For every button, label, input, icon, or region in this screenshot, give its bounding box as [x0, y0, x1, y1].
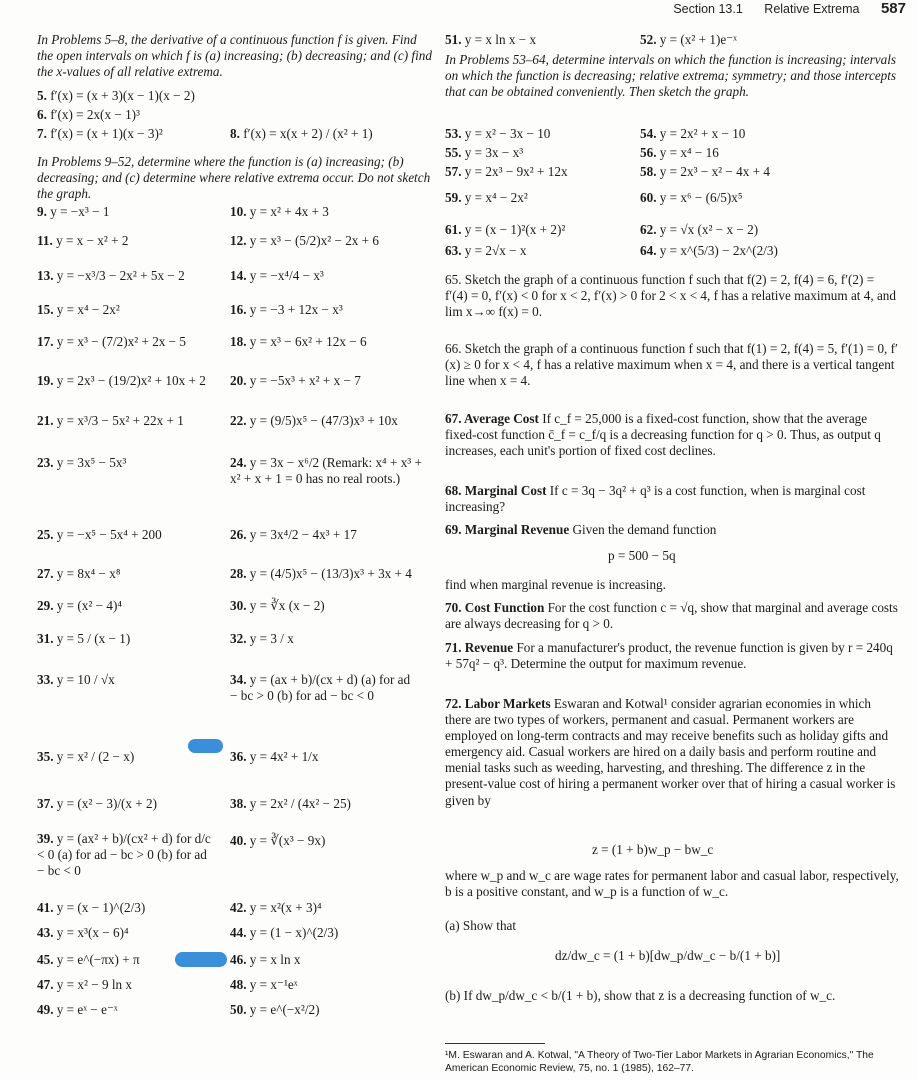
problem-64: 64. y = x^(5/3) − 2x^(2/3): [640, 243, 778, 258]
problem-number: 27.: [37, 566, 57, 581]
problem-43: 43. y = x³(x − 6)⁴: [37, 925, 129, 940]
problem-60: 60. y = x⁶ − (6/5)x⁵: [640, 190, 743, 205]
problem-58: 58. y = 2x³ − x² − 4x + 4: [640, 164, 770, 179]
problem-number: 9.: [37, 204, 51, 219]
problem-72-where: where w_p and w_c are wage rates for permanent labor and casual labor, respectively, b is a positive constant, and w_p is a function of w_c.: [445, 868, 899, 900]
problem-number: 47.: [37, 977, 57, 992]
problem-49: 49. y = eˣ − e⁻ˣ: [37, 1002, 118, 1017]
problem-69-tail: find when marginal revenue is increasing.: [445, 577, 666, 592]
problem-47: 47. y = x² − 9 ln x: [37, 977, 133, 992]
problem-27: 27. y = 8x⁴ − x⁸: [37, 566, 121, 581]
problem-number: 55.: [445, 145, 465, 160]
problem-28: 28. y = (4/5)x⁵ − (13/3)x³ + 3x + 4: [230, 566, 412, 581]
problem-number: 25.: [37, 527, 57, 542]
problem-68-text: If c = 3q − 3q² + q³ is a cost function, when is marginal cost increasing?: [445, 483, 866, 515]
problem-72-part-b: (b) If dw_p/dw_c < b/(1 + b), show that z is a decreasing function of w_c.: [445, 988, 836, 1003]
problem-number: 46.: [230, 952, 250, 967]
problem-number: 12.: [230, 233, 250, 248]
problem-number: 40.: [230, 833, 250, 848]
problem-11: 11. y = x − x² + 2: [37, 233, 129, 248]
problem-72-part-a-equation: dz/dw_c = (1 + b)[dw_p/dw_c − b/(1 + b)]: [555, 948, 781, 963]
page-number: 587: [880, 0, 906, 17]
problem-number: 8.: [230, 126, 244, 141]
problem-69-title: 69. Marginal Revenue: [445, 522, 570, 537]
problem-30: 30. y = ∛x (x − 2): [230, 598, 325, 613]
problem-number: 34.: [230, 672, 250, 687]
problem-number: 37.: [37, 796, 57, 811]
problem-7: 7. f′(x) = (x + 1)(x − 3)²: [37, 126, 163, 141]
problem-number: 26.: [230, 527, 250, 542]
problem-18: 18. y = x³ − 6x² + 12x − 6: [230, 334, 367, 349]
problem-71-text: For a manufacturer's product, the revenue function is given by r = 240q + 57q² − q³. Determine the output for maximum revenue.: [445, 640, 893, 672]
problem-67: [445, 411, 900, 459]
problem-69-equation: p = 500 − 5q: [608, 548, 676, 563]
intro-problems-9-52: In Problems 9–52, determine where the function is (a) increasing; (b) decreasing; and (c) determine where relative extrema occur. Do not sketch the graph.: [37, 154, 431, 202]
problem-9: 9. y = −x³ − 1: [37, 204, 110, 219]
problem-71-title: 71. Revenue: [445, 640, 514, 655]
problem-54: 54. y = 2x² + x − 10: [640, 126, 746, 141]
problem-69: [445, 522, 900, 538]
problem-number: 42.: [230, 900, 250, 915]
problem-6: 6. f′(x) = 2x(x − 1)³: [37, 107, 141, 122]
problem-number: 41.: [37, 900, 57, 915]
problem-65: 65. Sketch the graph of a continuous function f such that f(2) = 2, f(4) = 6, f′(2) = f′(4) = 0, f′(x) < 0 for x < 2, f′(x) > 0 for 2 < x < 4, f has a relative maximum at 4, and lim x→∞ f(x) = 0.: [445, 272, 896, 320]
problem-number: 10.: [230, 204, 250, 219]
problem-72-text: Eswaran and Kotwal¹ consider agrarian economies in which there are two types of workers, permanent and casual. Permanent workers are employed on long-term contracts and may receive benefits such as holiday gifts and emergency aid. Casual workers are hired on a daily basis and perform routine and menial tasks such as weeding, harvesting, and threshing. The difference z in the present-value cost of hiring a permanent worker over that of hiring a casual worker is given by: [445, 696, 896, 808]
problem-number: 6.: [37, 107, 51, 122]
problem-number: 33.: [37, 672, 57, 687]
problem-number: 24.: [230, 455, 250, 470]
problem-45: 45. y = e^(−πx) + π: [37, 952, 140, 967]
problem-number: 36.: [230, 749, 250, 764]
intro-problems-53-64: In Problems 53–64, determine intervals on which the function is increasing; intervals on which the function is decreasing; relative extrema; symmetry; and those intercepts that can be obtained conveniently. Then sketch the graph.: [445, 52, 897, 100]
problem-71: [445, 640, 900, 672]
problem-68-title: 68. Marginal Cost: [445, 483, 547, 498]
problem-61: 61. y = (x − 1)²(x + 2)²: [445, 222, 566, 237]
problem-12: 12. y = x³ − (5/2)x² − 2x + 6: [230, 233, 380, 248]
problem-37: 37. y = (x² − 3)/(x + 2): [37, 796, 158, 811]
problem-number: 45.: [37, 952, 57, 967]
problem-70-title: 70. Cost Function: [445, 600, 545, 615]
problem-number: 62.: [640, 222, 660, 237]
problem-67-text: If c_f = 25,000 is a fixed-cost function, show that the average fixed-cost function c̄_f = c_f/q is a decreasing function for q > 0. Thus, as output q increases, each unit's portion of fixed cost declines.: [445, 411, 881, 459]
problem-48: 48. y = x⁻¹eˣ: [230, 977, 298, 992]
highlight-mark: [188, 739, 223, 753]
problem-51: 51. y = x ln x − x: [445, 32, 537, 47]
problem-number: 15.: [37, 302, 57, 317]
problem-66: 66. Sketch the graph of a continuous function f such that f(1) = 2, f(4) = 5, f′(1) = 0, f′(x) ≥ 0 for x < 4, f has a relative maximum when x = 4, and there is a vertical tangent line when x = 4.: [445, 341, 898, 389]
problem-number: 31.: [37, 631, 57, 646]
problem-34: 34. y = (ax + b)/(cx + d) (a) for ad − bc > 0 (b) for ad − bc < 0: [230, 672, 411, 704]
problem-number: 28.: [230, 566, 250, 581]
problem-40: 40. y = ∛(x³ − 9x): [230, 833, 326, 848]
problem-69-text: Given the demand function: [572, 522, 717, 537]
problem-8: 8. f′(x) = x(x + 2) / (x² + 1): [230, 126, 373, 141]
problem-number: 52.: [640, 32, 660, 47]
problem-number: 64.: [640, 243, 660, 258]
problem-72-equation: z = (1 + b)w_p − bw_c: [592, 842, 714, 857]
problem-20: 20. y = −5x³ + x² + x − 7: [230, 373, 361, 388]
problem-number: 53.: [445, 126, 465, 141]
problem-number: 50.: [230, 1002, 250, 1017]
problem-number: 35.: [37, 749, 57, 764]
section-title: Relative Extrema: [764, 2, 860, 16]
problem-number: 23.: [37, 455, 57, 470]
problem-72-title: 72. Labor Markets: [445, 696, 551, 711]
page-header: [655, 0, 906, 18]
problem-5: 5. f′(x) = (x + 3)(x − 1)(x − 2): [37, 88, 195, 103]
problem-number: 14.: [230, 268, 250, 283]
problem-number: 30.: [230, 598, 250, 613]
problem-13: 13. y = −x³/3 − 2x² + 5x − 2: [37, 268, 185, 283]
problem-33: 33. y = 10 / √x: [37, 672, 115, 687]
problem-number: 29.: [37, 598, 57, 613]
problem-68: [445, 483, 900, 515]
problem-number: 39.: [37, 831, 57, 846]
problem-number: 19.: [37, 373, 57, 388]
problem-15: 15. y = x⁴ − 2x²: [37, 302, 120, 317]
problem-72: [445, 696, 900, 809]
intro-problems-5-8: In Problems 5–8, the derivative of a continuous function f is given. Find the open intervals on which f is (a) increasing; (b) decreasing; and (c) find the x-values of all relative extrema.: [37, 32, 432, 80]
problem-21: 21. y = x³/3 − 5x² + 22x + 1: [37, 413, 184, 428]
problem-22: 22. y = (9/5)x⁵ − (47/3)x³ + 10x: [230, 413, 398, 428]
problem-number: 7.: [37, 126, 51, 141]
problem-number: 44.: [230, 925, 250, 940]
problem-63: 63. y = 2√x − x: [445, 243, 527, 258]
problem-67-title: 67. Average Cost: [445, 411, 539, 426]
problem-number: 11.: [37, 233, 57, 248]
problem-42: 42. y = x²(x + 3)⁴: [230, 900, 322, 915]
problem-70-text: For the cost function c = √q, show that marginal and average costs are always decreasing for q > 0.: [445, 600, 898, 632]
problem-number: 17.: [37, 334, 57, 349]
problem-56: 56. y = x⁴ − 16: [640, 145, 719, 160]
problem-number: 20.: [230, 373, 250, 388]
problem-72-part-a: (a) Show that: [445, 918, 517, 933]
problem-number: 22.: [230, 413, 250, 428]
problem-38: 38. y = 2x² / (4x² − 25): [230, 796, 351, 811]
problem-10: 10. y = x² + 4x + 3: [230, 204, 329, 219]
problem-55: 55. y = 3x − x³: [445, 145, 524, 160]
problem-number: 63.: [445, 243, 465, 258]
problem-number: 51.: [445, 32, 465, 47]
problem-53: 53. y = x² − 3x − 10: [445, 126, 551, 141]
problem-25: 25. y = −x⁵ − 5x⁴ + 200: [37, 527, 162, 542]
problem-52: 52. y = (x² + 1)e⁻ˣ: [640, 32, 737, 47]
problem-29: 29. y = (x² − 4)⁴: [37, 598, 122, 613]
footnote: ¹M. Eswaran and A. Kotwal, "A Theory of Two-Tier Labor Markets in Agrarian Economics," The American Economic Review, 75, no. 1 (1985), 162–77.: [445, 1050, 874, 1074]
problem-70: [445, 600, 900, 632]
problem-number: 18.: [230, 334, 250, 349]
footnote-rule: [445, 1043, 545, 1044]
problem-number: 59.: [445, 190, 465, 205]
problem-number: 56.: [640, 145, 660, 160]
problem-17: 17. y = x³ − (7/2)x² + 2x − 5: [37, 334, 187, 349]
problem-41: 41. y = (x − 1)^(2/3): [37, 900, 146, 915]
problem-number: 54.: [640, 126, 660, 141]
problem-number: 13.: [37, 268, 57, 283]
problem-number: 5.: [37, 88, 51, 103]
problem-16: 16. y = −3 + 12x − x³: [230, 302, 343, 317]
problem-59: 59. y = x⁴ − 2x²: [445, 190, 528, 205]
problem-57: 57. y = 2x³ − 9x² + 12x: [445, 164, 568, 179]
problem-24: 24. y = 3x − x⁶/2 (Remark: x⁴ + x³ + x² + x + 1 = 0 has no real roots.): [230, 455, 422, 487]
problem-number: 58.: [640, 164, 660, 179]
problem-35: 35. y = x² / (2 − x): [37, 749, 135, 764]
problem-number: 38.: [230, 796, 250, 811]
problem-number: 16.: [230, 302, 250, 317]
section-label: Section 13.1: [673, 2, 743, 16]
problem-number: 21.: [37, 413, 57, 428]
problem-number: 61.: [445, 222, 465, 237]
highlight-mark-2: [175, 952, 227, 967]
problem-14: 14. y = −x⁴/4 − x³: [230, 268, 324, 283]
problem-23: 23. y = 3x⁵ − 5x³: [37, 455, 127, 470]
problem-number: 32.: [230, 631, 250, 646]
problem-19: 19. y = 2x³ − (19/2)x² + 10x + 2: [37, 373, 206, 388]
problem-62: 62. y = √x (x² − x − 2): [640, 222, 759, 237]
problem-50: 50. y = e^(−x²/2): [230, 1002, 320, 1017]
problem-number: 49.: [37, 1002, 57, 1017]
problem-36: 36. y = 4x² + 1/x: [230, 749, 319, 764]
problem-number: 57.: [445, 164, 465, 179]
problem-46: 46. y = x ln x: [230, 952, 301, 967]
problem-32: 32. y = 3 / x: [230, 631, 294, 646]
problem-39: 39. y = (ax² + b)/(cx² + d) for d/c < 0 (a) for ad − bc > 0 (b) for ad − bc < 0: [37, 831, 211, 879]
problem-number: 43.: [37, 925, 57, 940]
problem-31: 31. y = 5 / (x − 1): [37, 631, 131, 646]
problem-number: 60.: [640, 190, 660, 205]
problem-26: 26. y = 3x⁴/2 − 4x³ + 17: [230, 527, 357, 542]
problem-44: 44. y = (1 − x)^(2/3): [230, 925, 339, 940]
problem-number: 48.: [230, 977, 250, 992]
